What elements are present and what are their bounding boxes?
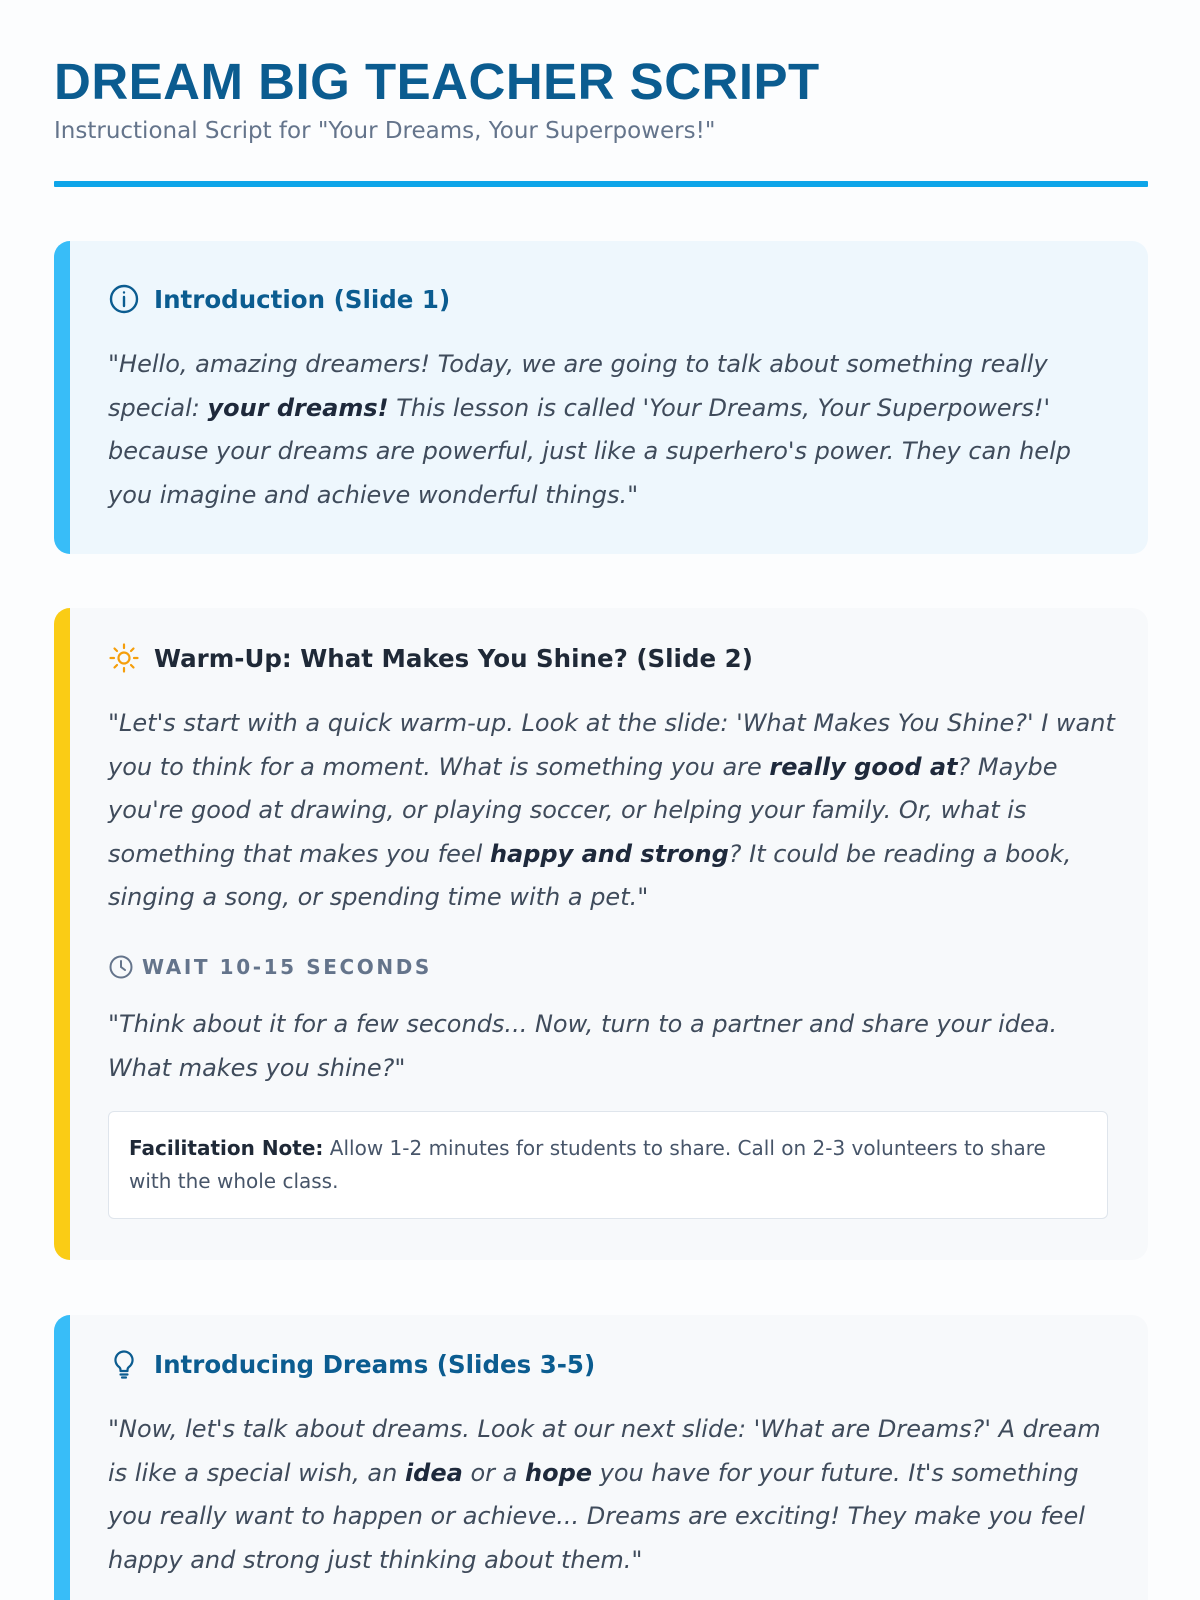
section-warm-up [54,608,1148,1260]
facilitation-note [108,1111,1108,1219]
section-script [108,343,1118,517]
accent-bar [54,241,70,554]
section-heading-text: Warm-Up: What Makes You Shine? (Slide 2) [154,643,753,673]
header-divider [54,181,1148,187]
script-text: ? Maybe you're good at drawing, or playing soccer, or helping your family. Or, what is something that makes you feel [108,752,1058,868]
section-heading-text: Introduction (Slide 1) [154,284,451,314]
section-script [108,702,1118,920]
wait-label: WAIT 10-15 SECONDS [142,955,432,979]
script-text: "Now, let's talk about dreams. Look at our next slide: 'What are Dreams?' A dream is like a special wish, an [108,1415,1101,1487]
script-text: This lesson is called 'Your Dreams, Your Superpowers!' because your dreams are powerful, just like a superhero's power. They can help you imagine and achieve wonderful things." [108,393,1071,509]
emphasis-text: really good at [769,752,958,781]
script-text: "Hello, amazing dreamers! Today, we are going to talk about something really special: [108,350,1048,422]
script-text: ? It could be reading a book, singing a song, or spending time with a pet." [108,839,1072,911]
accent-bar [54,1315,70,1600]
info-circle-icon [108,283,140,315]
emphasis-text: happy and strong [489,839,729,868]
sun-icon [108,642,140,674]
script-text: "Let's start with a quick warm-up. Look at the slide: 'What Makes You Shine?' I want you to think for a moment. What is something you are [108,709,1115,781]
emphasis-text: your dreams! [207,393,389,422]
emphasis-text: hope [525,1458,593,1487]
accent-bar [54,608,70,1260]
script-text: you have for your future. It's something you really want to happen or achieve... Dreams are exciting! They make you feel happy and strong just thinking about them." [108,1458,1085,1574]
section-script [108,1408,1118,1582]
wait-instruction [108,954,432,980]
section-heading [108,283,450,315]
page-subtitle: Instructional Script for "Your Dreams, Your Superpowers!" [54,118,716,144]
section-script-followup: "Think about it for a few seconds... Now, turn to a partner and share your idea. What makes you shine?" [108,1010,1058,1082]
section-heading [108,642,753,674]
section-introduction [54,241,1148,554]
note-label: Facilitation Note: [129,1136,324,1160]
lightbulb-icon [108,1348,140,1380]
script-text: or a [462,1458,525,1487]
emphasis-text: idea [404,1458,463,1487]
section-introducing-dreams [54,1315,1148,1600]
page-title: DREAM BIG TEACHER SCRIPT [54,53,820,110]
note-text: Allow 1-2 minutes for students to share. Call on 2-3 volunteers to share with the whole class. [129,1136,1046,1193]
clock-icon [108,954,134,980]
section-heading-text: Introducing Dreams (Slides 3-5) [154,1349,596,1379]
section-heading [108,1348,595,1380]
